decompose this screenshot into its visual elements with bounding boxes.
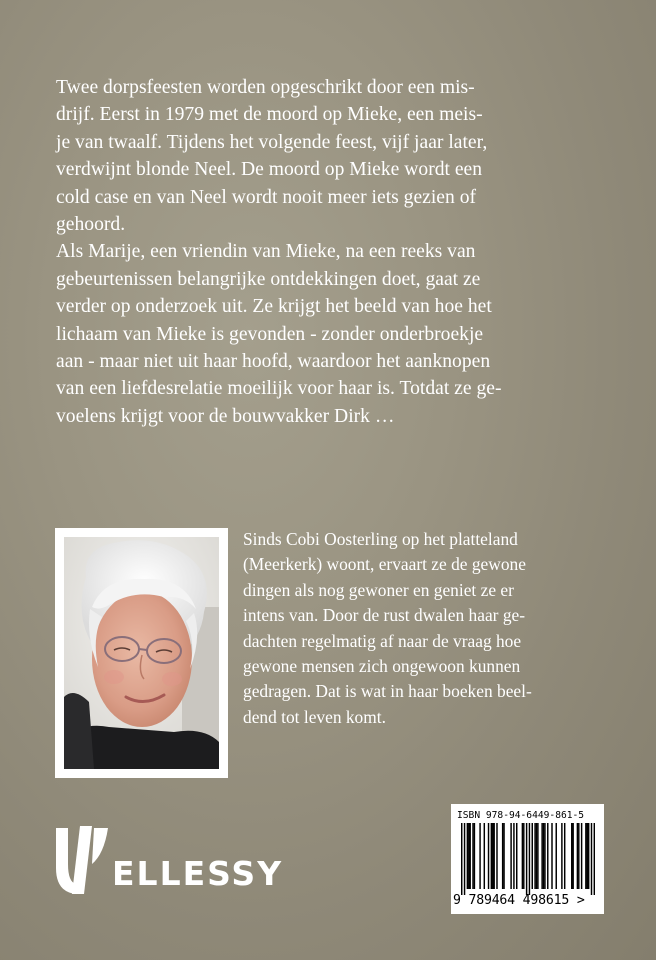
- barcode-bar: [591, 823, 592, 895]
- barcode-bar: [581, 823, 582, 889]
- barcode-bar: [532, 823, 533, 889]
- barcode-bar: [534, 823, 535, 889]
- barcode-bar: [502, 823, 503, 889]
- ean-digits: 9 789464 498615 >: [453, 893, 585, 908]
- blurb-paragraph-1: Twee dorpsfeesten worden opgeschrikt door een mis- drijf. Eerst in 1979 met de moord op Mieke, een meis- je van twaalf. Tijdens het volgende feest, vijf jaar later, verdwijnt blonde Neel. De moord op Mieke wordt een cold case en van Neel wordt nooit meer iets gezien of gehoord.: [56, 77, 488, 236]
- barcode-bar: [564, 823, 565, 889]
- barcode-bar: [551, 823, 552, 889]
- barcode-bar: [577, 823, 578, 889]
- barcode-bar: [496, 823, 497, 889]
- barcode-bar: [585, 823, 586, 889]
- barcode-bar: [523, 823, 524, 889]
- barcode-bar: [578, 823, 579, 889]
- barcode-bar: [529, 823, 530, 895]
- publisher-logo: [54, 824, 304, 894]
- barcode-bars: [461, 823, 595, 895]
- isbn-barcode: [451, 804, 604, 914]
- barcode-bar: [556, 823, 557, 889]
- barcode-bar: [491, 823, 492, 889]
- blurb: [56, 74, 606, 430]
- barcode-bar: [510, 823, 511, 889]
- author-photo-frame: [55, 528, 228, 778]
- blurb-paragraph-2: Als Marije, een vriendin van Mieke, na een reeks van gebeurtenissen belangrijke ontdekkingen doet, gaat ze verder op onderzoek uit. Ze krijgt het beeld van hoe het lichaam van Mieke is gevonden - zonder onderbroekje aan - maar niet uit haar hoofd, waardoor het aanknopen van een liefdesrelatie moeilijk voor haar is. Totdat ze ge- voelens krijgt voor de bouwvakker Dirk …: [56, 241, 502, 427]
- barcode-bar: [516, 823, 517, 889]
- barcode-bar: [547, 823, 548, 889]
- barcode-bar: [469, 823, 470, 889]
- barcode-bar: [464, 823, 465, 895]
- publisher-name: ELLESSY: [112, 854, 284, 893]
- barcode-bar: [572, 823, 573, 889]
- barcode-bar: [571, 823, 572, 889]
- barcode-bar: [543, 823, 544, 889]
- isbn-label: ISBN 978-94-6449-861-5: [457, 810, 585, 821]
- barcode-bar: [468, 823, 469, 889]
- barcode-bar: [541, 823, 542, 889]
- barcode-bar: [526, 823, 527, 895]
- barcode-bar: [503, 823, 504, 889]
- barcode-bar: [488, 823, 489, 889]
- barcode-bar: [474, 823, 475, 889]
- barcode-bar: [513, 823, 514, 889]
- barcode-bar: [536, 823, 537, 889]
- barcode-bar: [472, 823, 473, 889]
- barcode-bar: [492, 823, 493, 889]
- barcode-bar: [587, 823, 588, 889]
- barcode-bar: [594, 823, 595, 895]
- barcode-bar: [588, 823, 589, 889]
- author-photo: [64, 537, 219, 769]
- barcode-bar: [467, 823, 468, 889]
- barcode-bar: [522, 823, 523, 889]
- barcode-bar: [561, 823, 562, 889]
- barcode-bar: [493, 823, 494, 889]
- publisher-logo-mark: [54, 824, 110, 894]
- barcode-bar: [461, 823, 462, 895]
- barcode-bar: [537, 823, 538, 889]
- barcode-bar: [484, 823, 485, 889]
- barcode-bar: [544, 823, 545, 889]
- barcode-bar: [479, 823, 480, 889]
- author-bio: Sinds Cobi Oosterling op het platteland (Meerkerk) woont, ervaart ze de gewone dingen als nog gewoner en geniet ze er intens van. Door de rust dwalen haar ge- dachten regelmatig af naar de vraag hoe gewone mensen zich ongewoon kunnen gedragen. Dat is wat in haar boeken beel- dend tot leven komt.: [243, 529, 532, 727]
